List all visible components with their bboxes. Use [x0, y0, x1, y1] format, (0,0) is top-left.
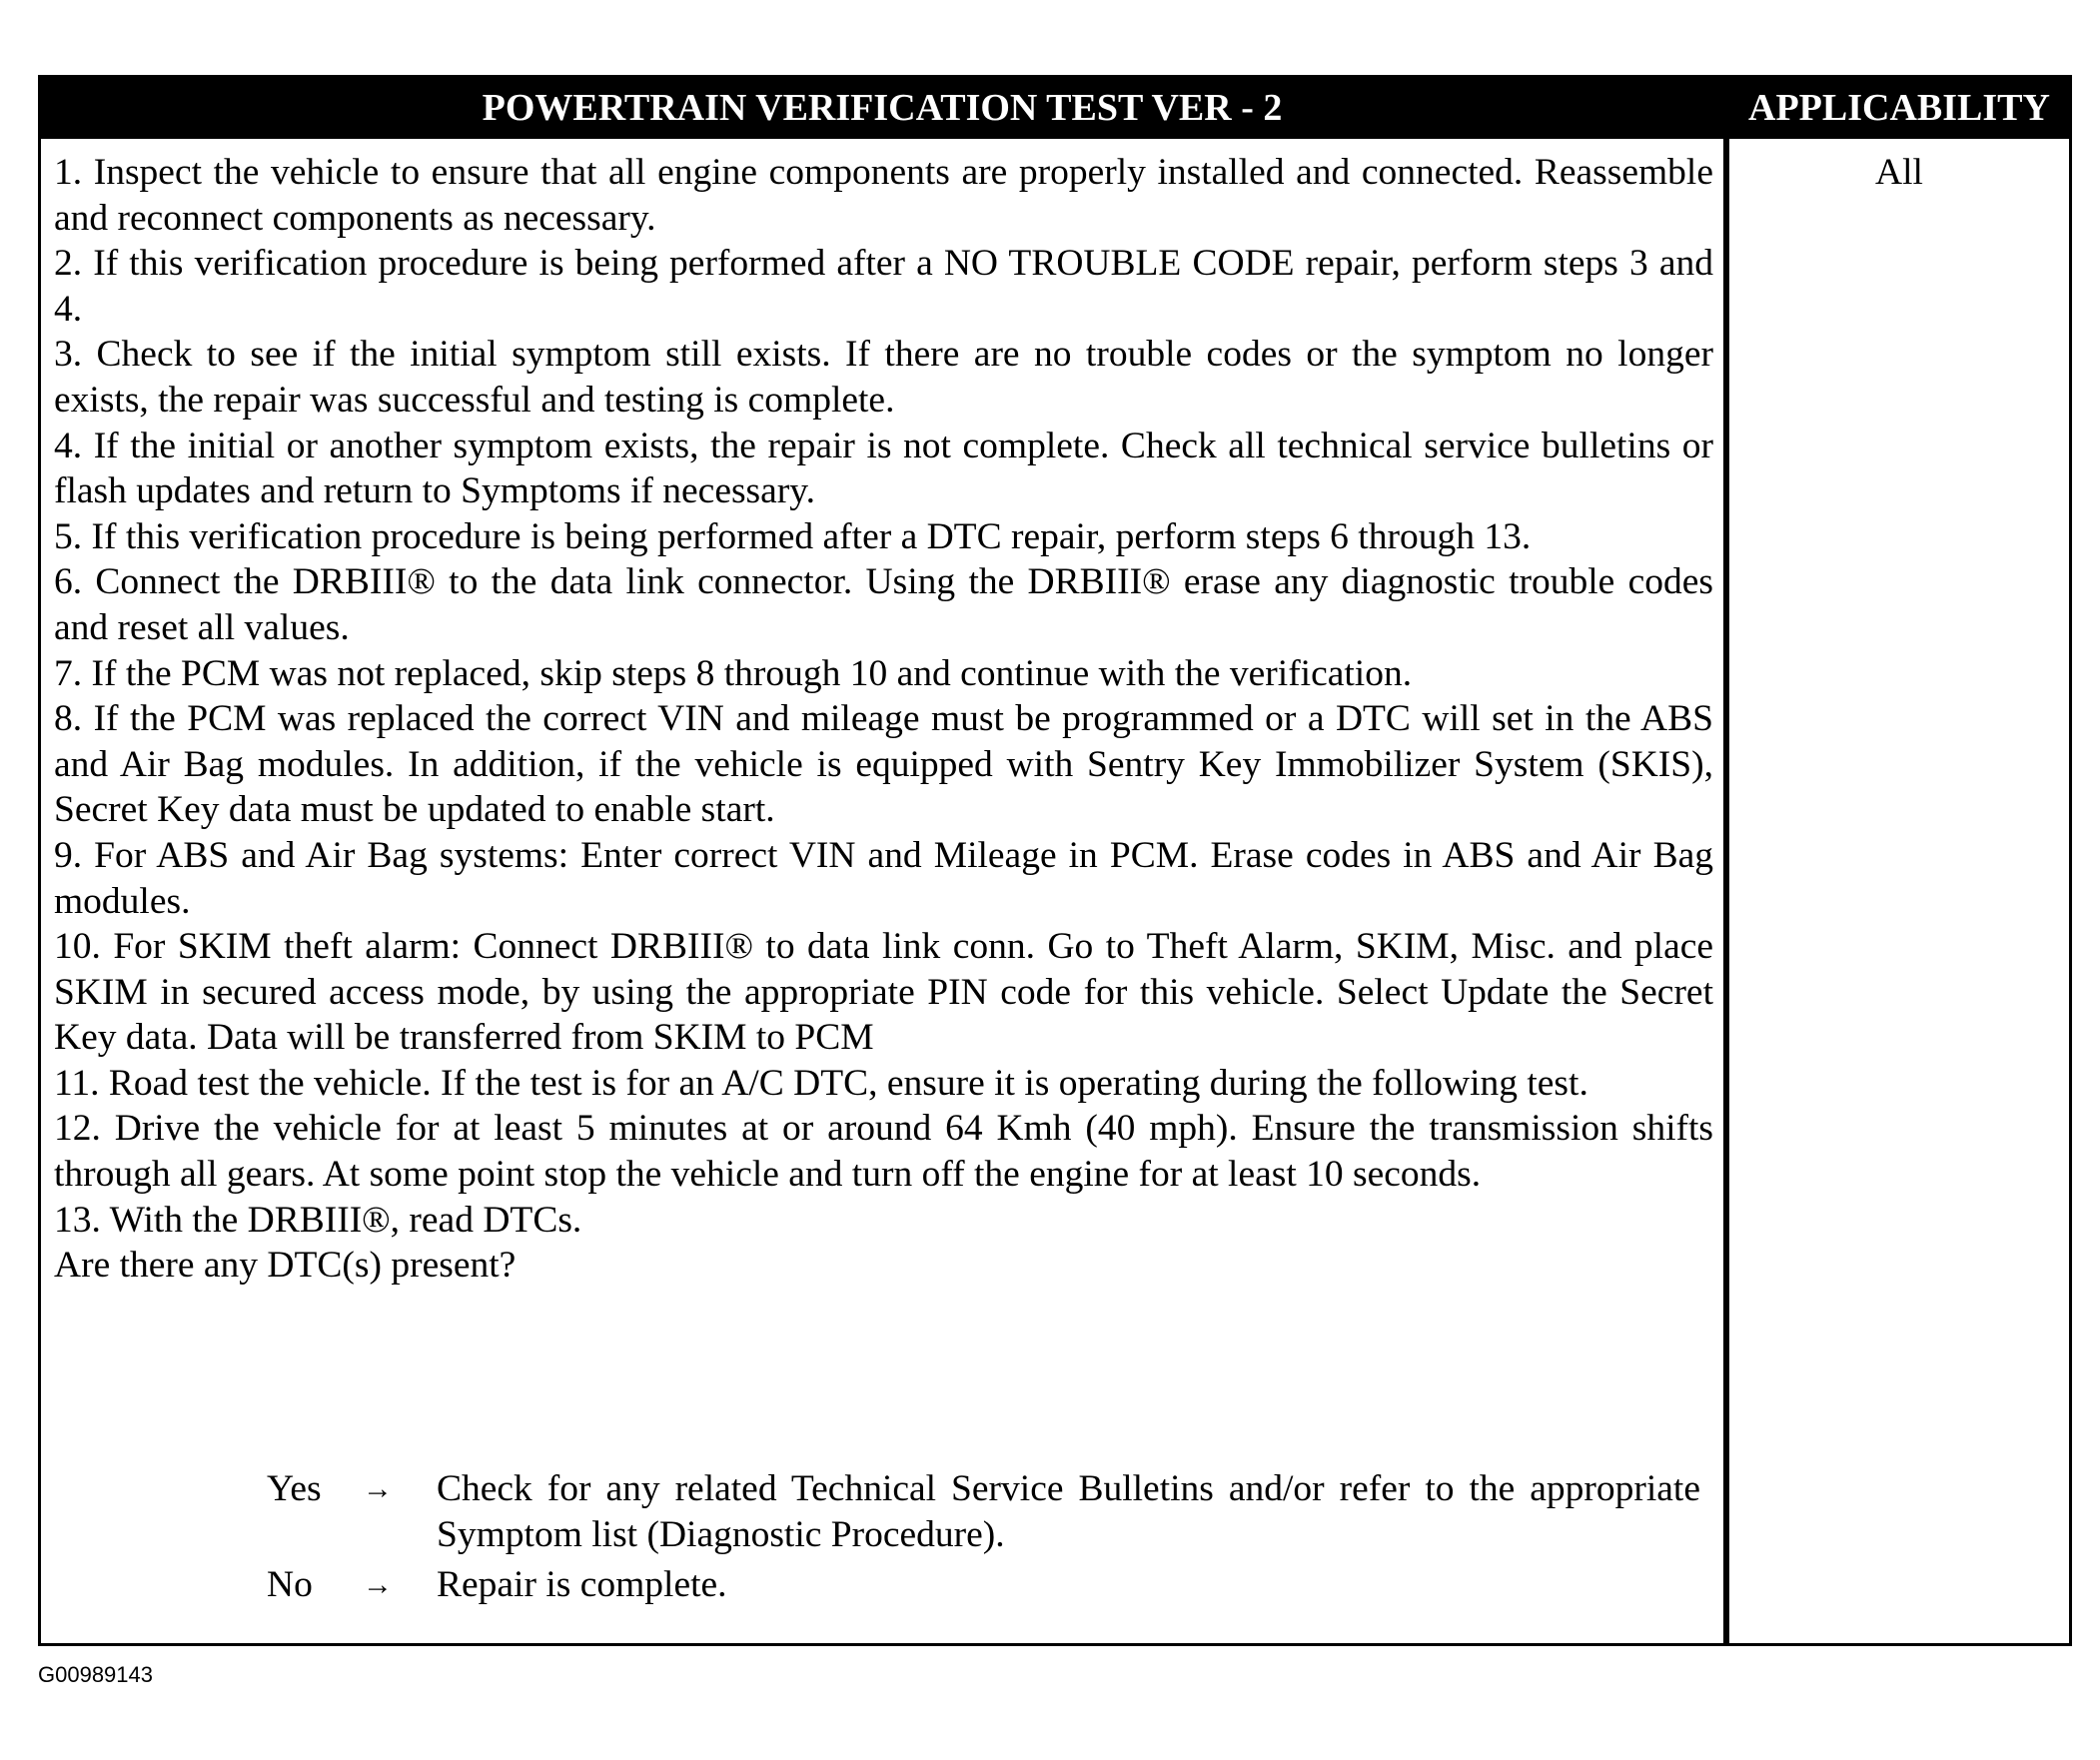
- step-2: 2. If this verification procedure is being performed after a NO TROUBLE CODE repair, perform steps 3 and 4.: [54, 243, 1713, 330]
- step-8: 8. If the PCM was replaced the correct VIN and mileage must be programmed or a DTC will set in the ABS and Air Bag modules. In addition, if the vehicle is equipped with Sentry Key Immobilizer System (SKIS), Secret Key data must be updated to enable start.: [54, 698, 1713, 831]
- answer-no-label: No: [267, 1564, 313, 1605]
- step-13: 13. With the DRBIII®, read DTCs.: [54, 1199, 582, 1241]
- procedure-steps: [54, 150, 1713, 1289]
- answer-yes-text: Check for any related Technical Service Bulletins and/or refer to the appropriate Symptom list (Diagnostic Procedure).: [437, 1468, 1700, 1555]
- column-divider: [1723, 78, 1729, 1643]
- table-title: POWERTRAIN VERIFICATION TEST VER - 2: [41, 78, 1723, 139]
- step-11: 11. Road test the vehicle. If the test is for an A/C DTC, ensure it is operating during the following test.: [54, 1062, 1588, 1104]
- step-4: 4. If the initial or another symptom exists, the repair is not complete. Check all technical service bulletins or flash updates and return to Symptoms if necessary.: [54, 425, 1713, 512]
- step-6: 6. Connect the DRBIII® to the data link connector. Using the DRBIII® erase any diagnostic trouble codes and reset all values.: [54, 561, 1713, 648]
- arrow-right-icon: →: [363, 1568, 393, 1601]
- figure-id: G00989143: [38, 1662, 153, 1687]
- step-9: 9. For ABS and Air Bag systems: Enter correct VIN and Mileage in PCM. Erase codes in ABS and Air Bag modules.: [54, 834, 1713, 922]
- answer-yes-label: Yes: [267, 1468, 322, 1509]
- answer-no-text: Repair is complete.: [437, 1564, 727, 1605]
- step-5: 5. If this verification procedure is being performed after a DTC repair, perform steps 6 through 13.: [54, 515, 1532, 557]
- arrow-right-icon: →: [363, 1472, 393, 1505]
- question: Are there any DTC(s) present?: [54, 1245, 517, 1287]
- procedure-table: [38, 75, 2072, 1646]
- step-7: 7. If the PCM was not replaced, skip steps 8 through 10 and continue with the verification.: [54, 652, 1413, 694]
- applicability-value: All: [1875, 152, 1923, 193]
- step-10: 10. For SKIM theft alarm: Connect DRBIII® to data link conn. Go to Theft Alarm, SKIM, Misc. and place SKIM in secured access mode, by using the appropriate PIN code for this vehicle. Select Update the Secret Key data. Data will be transferred from SKIM to PCM: [54, 926, 1713, 1059]
- step-1: 1. Inspect the vehicle to ensure that all engine components are properly installed and connected. Reassemble and reconnect components as necessary.: [54, 152, 1713, 239]
- applicability-header: APPLICABILITY: [1729, 78, 2069, 139]
- step-12: 12. Drive the vehicle for at least 5 minutes at or around 64 Kmh (40 mph). Ensure the transmission shifts through all gears. At some point stop the vehicle and turn off the engine for at least 10 seconds.: [54, 1108, 1713, 1196]
- step-3: 3. Check to see if the initial symptom still exists. If there are no trouble codes or the symptom no longer exists, the repair was successful and testing is complete.: [54, 334, 1713, 421]
